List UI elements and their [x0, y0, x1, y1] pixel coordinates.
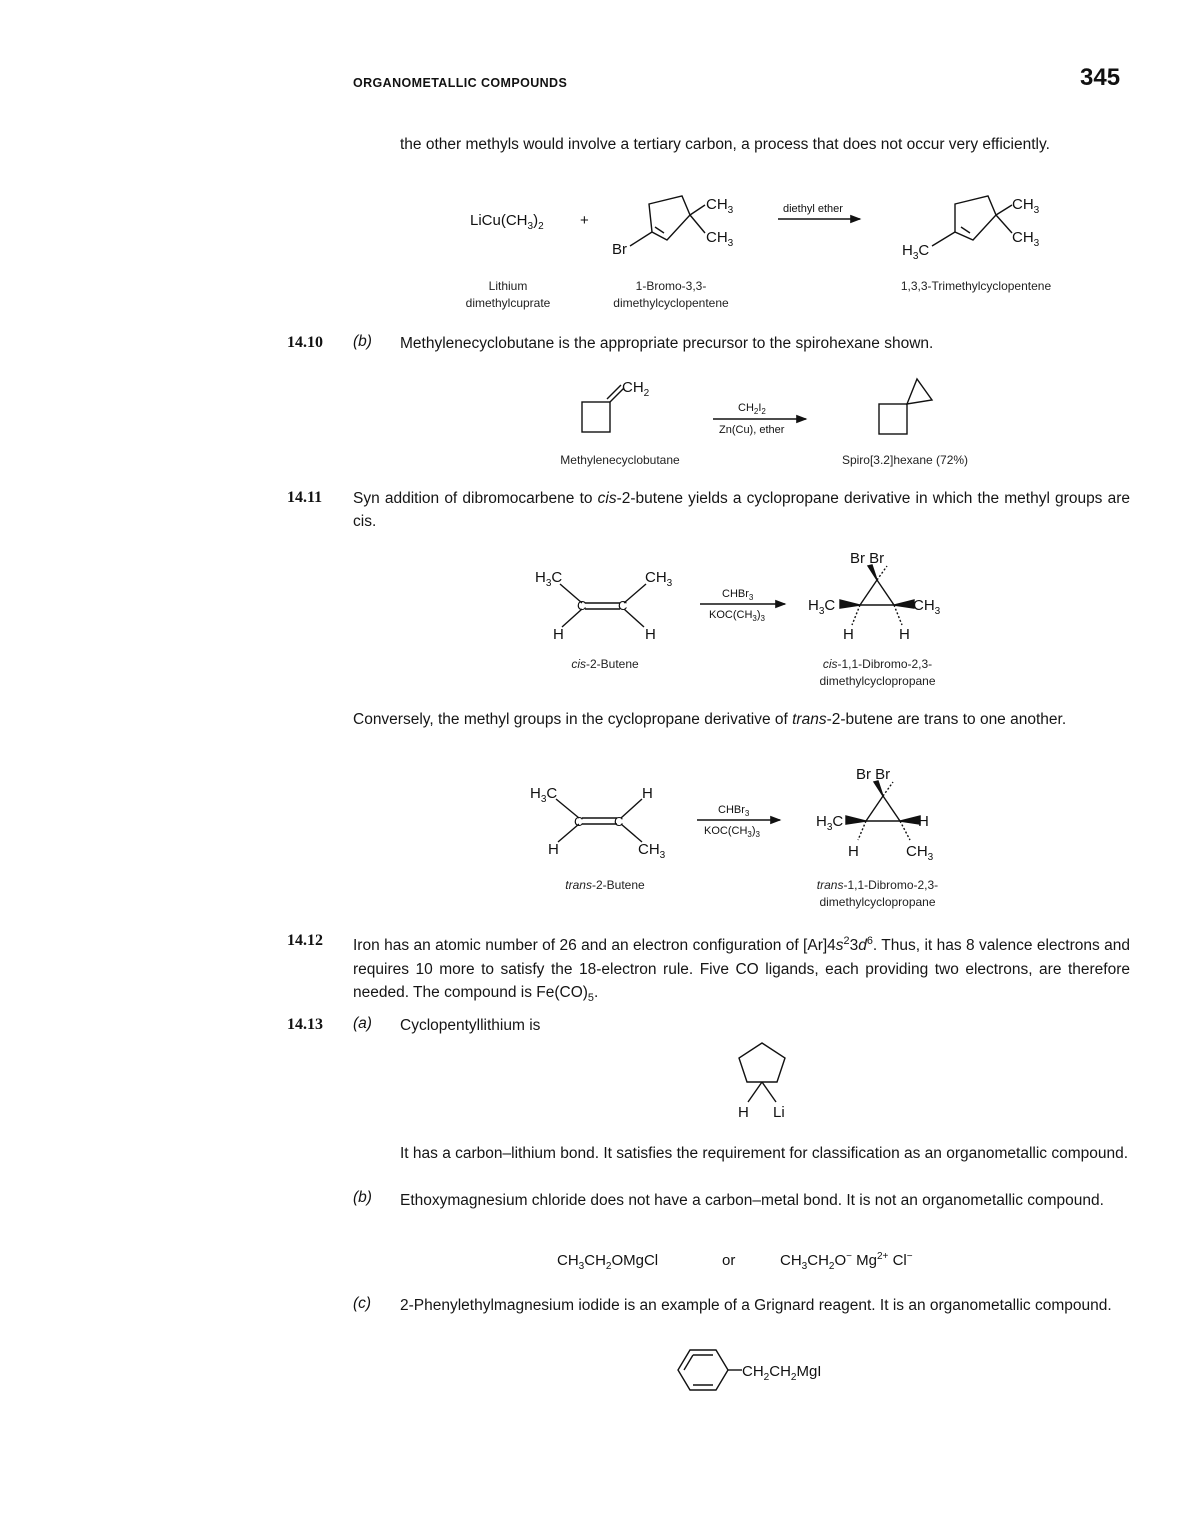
label-ch3-b: $CH_3$: [706, 229, 734, 249]
page-number: 345: [1080, 64, 1121, 91]
label-h-cp-1: H: [843, 626, 854, 643]
text-14-13b: Ethoxymagnesium chloride does not have a carbon–metal bond. It is not an organometallic compound.: [400, 1192, 1104, 1209]
caption-cis-dibromo: cis-1,1-Dibromo-2,3- dimethylcyclopropane: [819, 657, 936, 688]
caption-bromo-cyclopentene: 1-Bromo-3,3- dimethylcyclopentene: [613, 279, 729, 310]
label-h-trans-1: H: [642, 785, 653, 802]
caption-trans-dibromo: trans-1,1-Dibromo-2,3- dimethylcyclopropane: [816, 878, 939, 909]
reagent-chbr3-trans: CHBr$_3$: [718, 804, 750, 818]
label-c-right-t: C: [614, 814, 624, 829]
text-14-11a: Syn addition of dibromocarbene to cis-2-butene yields a cyclopropane derivative in which the methyl groups are cis.: [353, 490, 1130, 530]
text-14-13a: Cyclopentyllithium is: [400, 1017, 541, 1034]
formula-ethoxy-ionic: $CH_3CH_2O^-$ $Mg^{2+}$ Cl−: [780, 1251, 913, 1272]
benzene-ring: [678, 1350, 742, 1390]
text-14-13a2: It has a carbon–lithium bond. It satisfies the requirement for classification as an organometallic compound.: [400, 1145, 1129, 1162]
label-ch3-d: $CH_3$: [1012, 229, 1040, 249]
problem-number-14-13: 14.13: [287, 1016, 323, 1033]
label-ch3-cp: $CH_3$: [913, 597, 941, 617]
cis-dibromocyclopropane-structure: [840, 565, 914, 625]
label-c-right: C: [618, 598, 628, 613]
label-h3c-cp: $H_3C$: [808, 597, 836, 617]
label-br-cis: Br Br: [850, 550, 885, 567]
spirohexane-structure: [879, 379, 932, 434]
label-h-cis-1: H: [553, 626, 564, 643]
caption-cis-2-butene: cis-2-Butene: [571, 657, 639, 671]
part-label-a: (a): [353, 1015, 372, 1032]
running-title: ORGANOMETALLIC COMPOUNDS: [353, 76, 568, 90]
reagent-kot-trans: $KOC(CH_3)_3$: [704, 825, 760, 839]
reagent-kot-cis: $KOC(CH_3)_3$: [709, 609, 765, 623]
cyclopentyllithium-structure: [739, 1043, 785, 1102]
problem-number-14-11: 14.11: [287, 489, 323, 506]
label-h3c: $H_3C$: [902, 242, 930, 262]
trimethylcyclopentene: [932, 196, 1012, 246]
label-h3c-trans: $H_3C$: [530, 785, 558, 805]
label-ch3-tcp: $CH_3$: [906, 843, 934, 863]
caption-cuprate: Lithium dimethylcuprate: [465, 279, 551, 310]
reagent-chbr3-cis: CHBr$_3$: [722, 588, 754, 602]
text-14-12: Iron has an atomic number of 26 and an electron configuration of $[Ar]4s^23d^6$. Thus, it has 8 valence electrons and requires 10 more to satisfy the 18-electron rule. Five CO ligands, each providing two electrons, are therefore needed. The compound is $Fe(CO)_5$.: [353, 935, 1130, 1005]
part-label-b2: (b): [353, 1189, 372, 1206]
reagent-licu: $LiCu(CH_3)_2$: [470, 212, 544, 232]
condition-diethyl-ether: diethyl ether: [783, 203, 843, 215]
reagent-zncu: Zn(Cu), ether: [719, 424, 785, 436]
label-h-trans-2: H: [548, 841, 559, 858]
problem-number-14-12: 14.12: [287, 932, 323, 949]
label-h3c-tcp: $H_3C$: [816, 813, 844, 833]
cis-2-butene-structure: [560, 584, 646, 627]
caption-trimethyl-cyclopentene: 1,3,3-Trimethylcyclopentene: [900, 279, 1052, 293]
formula-or: or: [722, 1252, 736, 1269]
label-h-tcp-2: H: [848, 843, 859, 860]
bromo-dimethylcyclopentene: [630, 196, 705, 246]
label-h3c-cis: $H_3C$: [535, 569, 563, 589]
caption-trans-2-butene: trans-2-Butene: [565, 878, 645, 892]
formula-grignard: $CH_2CH_2MgI$: [742, 1363, 822, 1383]
label-ch3-trans: $CH_3$: [638, 841, 666, 861]
label-h-li: H: [738, 1104, 749, 1121]
formula-ethoxy-covalent: $CH_3CH_2OMgCl$: [557, 1252, 659, 1272]
label-h-cp-2: H: [899, 626, 910, 643]
trans-2-butene-structure: [556, 799, 642, 842]
intro-paragraph: the other methyls would involve a tertiary carbon, a process that does not occur very efficiently.: [400, 136, 1050, 153]
text-14-10: Methylenecyclobutane is the appropriate precursor to the spirohexane shown.: [400, 335, 934, 352]
label-ch3-a: $CH_3$: [706, 196, 734, 216]
label-ch2: $CH_2$: [622, 379, 650, 399]
caption-methylenecyclobutane: Methylenecyclobutane: [560, 453, 680, 467]
trans-dibromocyclopropane-structure: [846, 781, 920, 840]
caption-spirohexane: Spiro[3.2]hexane (72%): [841, 453, 969, 467]
label-c-left-t: C: [574, 814, 584, 829]
part-label-b: (b): [353, 333, 372, 350]
label-ch3-cis: $CH_3$: [645, 569, 673, 589]
label-h-cis-2: H: [645, 626, 656, 643]
label-c-left: C: [577, 598, 587, 613]
text-14-13c: 2-Phenylethylmagnesium iodide is an example of a Grignard reagent. It is an organometallic compound.: [400, 1297, 1112, 1314]
plus-sign: +: [580, 212, 589, 229]
label-br-trans: Br Br: [856, 766, 891, 783]
problem-number-14-10: 14.10: [287, 334, 323, 351]
label-li: Li: [773, 1104, 785, 1121]
label-br: Br: [612, 241, 627, 258]
methylenecyclobutane-structure: [582, 385, 624, 432]
part-label-c: (c): [353, 1295, 372, 1312]
text-14-11b: Conversely, the methyl groups in the cyclopropane derivative of trans-2-butene are trans to one another.: [353, 711, 1067, 728]
label-h-tcp: H: [918, 813, 929, 830]
reagent-ch2i2: $CH_2I_2$: [738, 402, 766, 416]
label-ch3-c: $CH_3$: [1012, 196, 1040, 216]
